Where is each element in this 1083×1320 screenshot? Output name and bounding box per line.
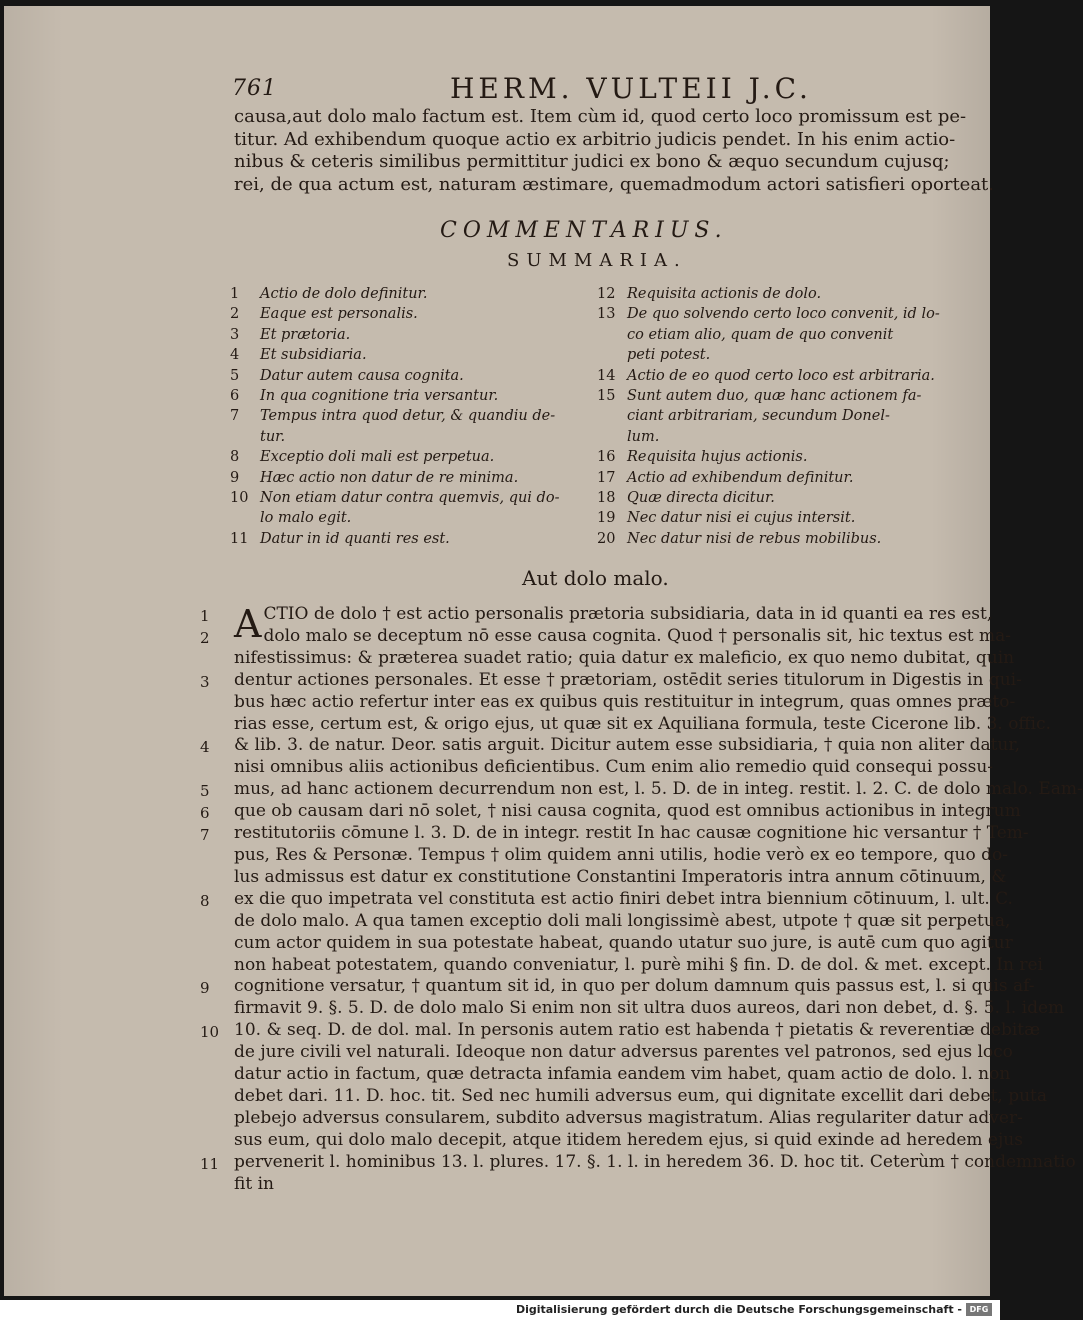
margin-number: 1 bbox=[200, 607, 210, 625]
summary-number: 20 bbox=[597, 530, 616, 547]
summary-item bbox=[230, 468, 595, 488]
summary-text: Nec datur nisi de rebus mobilibus. bbox=[627, 530, 882, 547]
body-text bbox=[234, 602, 1083, 1195]
summary-item bbox=[597, 304, 962, 324]
summary-number: 9 bbox=[230, 469, 240, 486]
page-header bbox=[230, 68, 950, 108]
summary-number: 15 bbox=[597, 388, 616, 405]
body-line: plebejo adversus consularem, subdito adversus magistratum. Alias regulariter datur adver- bbox=[234, 1107, 1023, 1128]
margin-number: 4 bbox=[200, 738, 210, 757]
margin-number: 8 bbox=[200, 891, 210, 910]
summary-number bbox=[230, 427, 260, 447]
summary-text: In qua cognitione tria versantur. bbox=[260, 388, 499, 405]
summary-text: Non etiam datur contra quemvis, qui do- bbox=[260, 490, 560, 507]
body-line: mus, ad hanc actionem decurrendum non est, l. 5. D. de in integ. restit. l. 2. C. de dolo malo. Eam- bbox=[234, 779, 1083, 800]
body-line: dolo malo se deceptum nō esse causa cognita. Quod † personalis sit, hic textus est ma- bbox=[263, 625, 1012, 646]
summary-text: Actio ad exhibendum definitur. bbox=[627, 469, 854, 486]
body-line: nifestissimus: & præterea suadet ratio; quia datur ex maleficio, ex quo nemo dubitat, quin bbox=[234, 647, 1015, 668]
summary-text: lo malo egit. bbox=[260, 510, 352, 527]
summary-number: 7 bbox=[230, 408, 240, 425]
intro-line: causa,aut dolo malo factum est. Item cùm id, quod certo loco promissum est pe- bbox=[234, 106, 967, 127]
summary-text: Et prætoria. bbox=[260, 326, 351, 343]
summary-number bbox=[597, 325, 627, 345]
summary-number bbox=[230, 508, 260, 528]
running-head: HERM. VULTEII J.C. bbox=[450, 72, 812, 105]
summary-text: Eaque est personalis. bbox=[260, 306, 418, 323]
summary-item bbox=[230, 284, 595, 304]
summaria-right-column bbox=[597, 284, 962, 549]
summary-item bbox=[597, 468, 962, 488]
margin-number: 3 bbox=[200, 672, 210, 691]
margin-number: 5 bbox=[200, 782, 210, 801]
body-line: lus admissus est datur ex constitutione Constantini Imperatoris intra annum cōtinuum, & bbox=[234, 866, 1007, 887]
body-line: bus hæc actio refertur inter eas ex quibus quis restituitur in integrum, quas omnes præto- bbox=[234, 691, 1016, 712]
summary-text: Requisita hujus actionis. bbox=[627, 449, 808, 466]
summary-text: tur. bbox=[260, 428, 286, 445]
book-page bbox=[4, 6, 1083, 1296]
summary-item bbox=[597, 508, 962, 528]
summary-number: 5 bbox=[230, 367, 240, 384]
section-heading: Aut dolo malo. bbox=[522, 566, 669, 590]
summary-item bbox=[597, 488, 962, 508]
summary-number: 8 bbox=[230, 449, 240, 466]
body-line: cognitione versatur, † quantum sit id, in quo per dolum damnum quis passus est, l. si quis af- bbox=[234, 976, 1035, 997]
body-line: firmavit 9. §. 5. D. de dolo malo Si enim non sit ultra duos aureos, dari non debet, d. §. 5. l. idem bbox=[234, 998, 1065, 1019]
summary-item bbox=[597, 386, 962, 406]
body-line: restitutoriis cōmune l. 3. D. de in integr. restit In hac causæ cognitione hic versantur † Tem- bbox=[234, 823, 1029, 844]
intro-line: titur. Ad exhibendum quoque actio ex arbitrio judicis pendet. In his enim actio- bbox=[234, 128, 956, 150]
summary-item bbox=[230, 488, 595, 508]
summary-item bbox=[230, 406, 595, 426]
summary-number: 16 bbox=[597, 449, 616, 466]
drop-cap: A bbox=[234, 602, 262, 646]
summary-number: 3 bbox=[230, 326, 240, 343]
summary-text: Datur autem causa cognita. bbox=[260, 367, 464, 384]
summary-text: De quo solvendo certo loco convenit, id lo- bbox=[627, 306, 940, 323]
body-line: & lib. 3. de natur. Deor. satis arguit. Dicitur autem esse subsidiaria, † quia non aliter datur, bbox=[234, 735, 1021, 756]
commentarius-heading: COMMENTARIUS. bbox=[440, 218, 728, 243]
body-line: cum actor quidem in sua potestate habeat, quando utatur suo jure, is autē cum quo agitur bbox=[234, 932, 1013, 953]
body-line: pus, Res & Personæ. Tempus † olim quidem anni utilis, hodie verò ex eo tempore, quo do- bbox=[234, 844, 1008, 865]
summary-text: co etiam alio, quam de quo convenit bbox=[627, 326, 894, 343]
body-line: dentur actiones personales. Et esse † prætoriam, ostēdit series titulorum in Digestis in qui- bbox=[234, 669, 1022, 690]
summary-item bbox=[597, 284, 962, 304]
summary-item bbox=[597, 447, 962, 467]
summary-item bbox=[230, 304, 595, 324]
summary-text: Actio de eo quod certo loco est arbitraria. bbox=[627, 367, 935, 384]
intro-line: rei, de qua actum est, naturam æstimare, quemadmodum actori satisfieri oporteat. bbox=[234, 173, 995, 195]
body-line: debet dari. 11. D. hoc. tit. Sed nec humili adversus eum, qui dignitate excellit dari debet, puta bbox=[234, 1085, 1048, 1106]
summary-item bbox=[597, 406, 962, 426]
summary-text: ciant arbitrariam, secundum Donel- bbox=[627, 408, 890, 425]
summary-number: 18 bbox=[597, 490, 616, 507]
body-line: non habeat potestatem, quando conveniatur, l. purè mihi § fin. D. de dol. & met. except. In rei bbox=[234, 954, 1043, 975]
summary-number: 2 bbox=[230, 306, 240, 323]
body-line: CTIO de dolo † est actio personalis prætoria subsidiaria, data in id quanti ea res est, bbox=[263, 604, 993, 624]
footer-credit: Digitalisierung gefördert durch die Deutsche Forschungsgemeinschaft - bbox=[515, 1303, 962, 1316]
summary-number: 12 bbox=[597, 286, 616, 302]
intro-text bbox=[234, 106, 995, 196]
body-line: ex die quo impetrata vel constituta est actio finiri debet intra biennium cōtinuum, l. ult. C. bbox=[234, 888, 1013, 909]
body-line: sus eum, qui dolo malo decepit, atque itidem heredem ejus, si quid exinde ad heredem ejus bbox=[234, 1129, 1023, 1150]
summary-number bbox=[597, 406, 627, 426]
summary-item bbox=[230, 447, 595, 467]
summary-item bbox=[597, 427, 962, 447]
summary-item bbox=[597, 529, 962, 549]
summary-text: Requisita actionis de dolo. bbox=[627, 286, 822, 302]
summaria-list bbox=[230, 284, 980, 559]
summary-item bbox=[230, 427, 595, 447]
body-line: pervenerit l. hominibus 13. l. plures. 17. §. 1. l. in heredem 36. D. hoc tit. Ceterùm † condemnatio bbox=[234, 1151, 1076, 1172]
summary-number: 17 bbox=[597, 469, 616, 486]
summary-number: 11 bbox=[230, 530, 249, 547]
summary-text: Actio de dolo definitur. bbox=[260, 286, 428, 302]
summary-item bbox=[597, 325, 962, 345]
summary-number: 4 bbox=[230, 347, 240, 364]
intro-line: nibus & ceteris similibus permittitur judici ex bono & æquo secundum cujusq; bbox=[234, 151, 950, 172]
summary-item bbox=[230, 386, 595, 406]
summary-item bbox=[597, 345, 962, 365]
summary-number bbox=[597, 345, 627, 365]
summary-item bbox=[230, 345, 595, 365]
summary-item bbox=[230, 508, 595, 528]
margin-number: 7 bbox=[200, 826, 210, 844]
body-line: que ob causam dari nō solet, † nisi causa cognita, quod est omnibus actionibus in integrum bbox=[234, 801, 1021, 822]
summaria-heading: SUMMARIA. bbox=[507, 250, 687, 271]
summary-number bbox=[597, 427, 627, 447]
summary-item bbox=[230, 529, 595, 549]
summary-text: Datur in id quanti res est. bbox=[260, 530, 450, 547]
summary-item bbox=[597, 366, 962, 386]
footer-bar bbox=[0, 1300, 1000, 1320]
summary-text: peti potest. bbox=[627, 347, 711, 364]
summary-text: Et subsidiaria. bbox=[260, 347, 367, 364]
body-line: datur actio in factum, quæ detracta infamia eandem vim habet, quam actio de dolo. l. non bbox=[234, 1064, 1011, 1085]
summary-item bbox=[230, 325, 595, 345]
summary-number: 13 bbox=[597, 306, 616, 323]
body-line: 10. & seq. D. de dol. mal. In personis autem ratio est habenda † pietatis & reverentiæ debitæ bbox=[234, 1020, 1041, 1041]
summary-number: 6 bbox=[230, 388, 240, 405]
summary-number: 19 bbox=[597, 510, 616, 527]
body-line: nisi omnibus aliis actionibus deficientibus. Cum enim alio remedio quid consequi possu- bbox=[234, 757, 994, 778]
summary-number: 10 bbox=[230, 490, 249, 507]
margin-number: 11 bbox=[200, 1154, 220, 1173]
dfg-logo: DFG bbox=[966, 1303, 992, 1316]
summary-text: Hæc actio non datur de re minima. bbox=[260, 469, 519, 486]
margin-number: 9 bbox=[200, 979, 210, 998]
body-line: fit in bbox=[234, 1173, 274, 1194]
summary-text: Sunt autem duo, quæ hanc actionem fa- bbox=[627, 388, 922, 405]
summaria-left-column bbox=[230, 284, 595, 549]
body-line: de dolo malo. A qua tamen exceptio doli mali longissimè abest, utpote † quæ sit perpetua, bbox=[234, 910, 1011, 931]
summary-text: Quæ directa dicitur. bbox=[627, 490, 775, 507]
summary-number: 14 bbox=[597, 367, 616, 384]
page-number: 761 bbox=[232, 76, 277, 101]
summary-number: 1 bbox=[230, 286, 240, 302]
summary-text: Nec datur nisi ei cujus intersit. bbox=[627, 510, 856, 527]
summary-text: Tempus intra quod detur, & quandiu de- bbox=[260, 408, 556, 425]
summary-text: lum. bbox=[627, 428, 660, 445]
margin-number: 6 bbox=[200, 804, 210, 823]
body-line: de jure civili vel naturali. Ideoque non datur adversus parentes vel patronos, sed ejus loco bbox=[234, 1042, 1013, 1063]
summary-item bbox=[230, 366, 595, 386]
margin-number: 2 bbox=[200, 628, 210, 647]
margin-number: 10 bbox=[200, 1023, 220, 1042]
summary-text: Exceptio doli mali est perpetua. bbox=[260, 449, 495, 466]
body-line: rias esse, certum est, & origo ejus, ut quæ sit ex Aquiliana formula, teste Cicerone lib. 3. offic. bbox=[234, 713, 1051, 734]
